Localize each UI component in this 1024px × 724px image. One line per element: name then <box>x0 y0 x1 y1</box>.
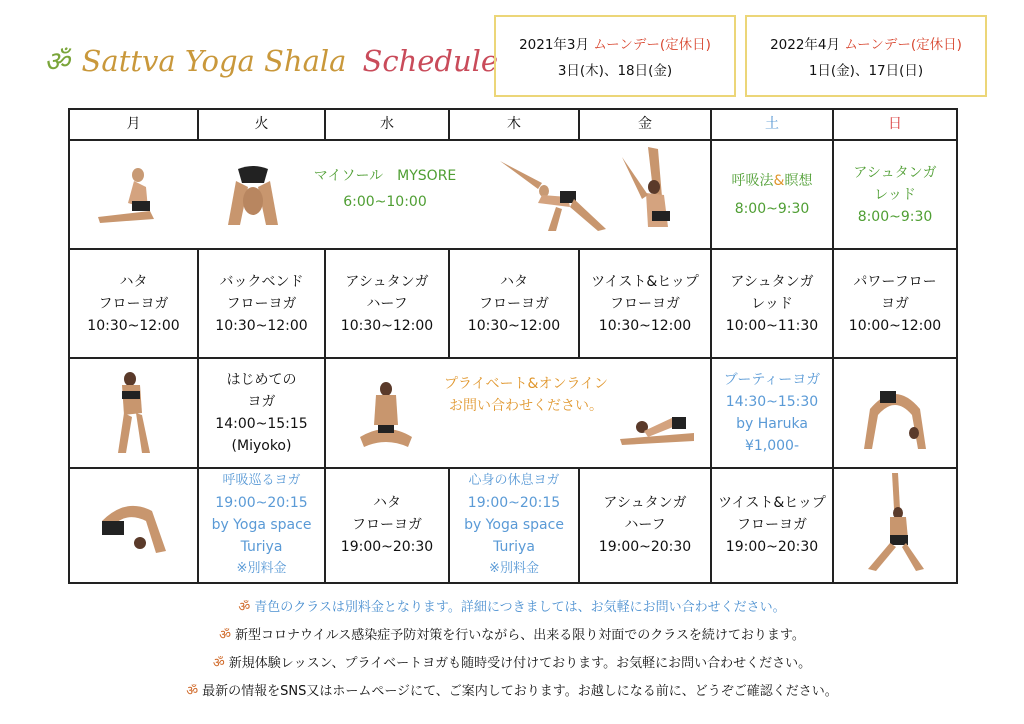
class-time: 10:30~12:00 <box>467 317 561 334</box>
class-title: ハーフ <box>624 517 666 534</box>
note-text: 青色のクラスは別料金となります。詳細につきましては、お気軽にお問い合わせください。 <box>254 600 786 615</box>
wed-evening-class <box>325 468 449 583</box>
schedule-row-afternoon <box>69 358 957 467</box>
thu-class <box>449 249 579 358</box>
class-title: レッド <box>751 295 793 312</box>
fri-evening-class <box>579 468 711 583</box>
class-title: アシュタンガ <box>345 273 429 290</box>
class-title: ヨガ <box>247 393 276 410</box>
yoga-pose-illustration <box>96 491 176 557</box>
class-title: マイソール MYSORE <box>313 167 457 184</box>
moon-day-label: ムーンデー(定休日) <box>844 37 962 53</box>
class-time: 14:00~15:15 <box>215 415 308 432</box>
class-title: ハタ <box>119 273 148 290</box>
page-header <box>44 36 498 86</box>
day-fri: 金 <box>579 109 711 140</box>
class-time: 10:00~11:30 <box>725 317 819 334</box>
day-mon: 月 <box>69 109 198 140</box>
private-online-info <box>416 373 636 417</box>
om-icon: ॐ <box>44 45 70 78</box>
class-title: 心身の休息ヨガ <box>468 473 560 489</box>
class-title: ハタ <box>373 495 401 512</box>
sun-pose-cell-evening <box>833 468 957 583</box>
class-title: フローヨガ <box>352 517 422 534</box>
class-price: ¥1,000- <box>744 437 800 454</box>
class-title: 呼吸巡るヨガ <box>222 473 301 489</box>
sun-ashtanga-red <box>833 140 957 249</box>
yoga-pose-illustration <box>104 369 164 455</box>
class-time: 19:00~20:15 <box>467 495 561 512</box>
private-online-cell <box>325 358 711 467</box>
mysore-class <box>300 165 470 213</box>
mon-pose-cell-evening <box>69 468 198 583</box>
class-fee-note: ※別料金 <box>236 561 287 577</box>
class-title <box>712 170 832 192</box>
yoga-pose-illustration <box>88 159 168 229</box>
yoga-pose-illustration <box>856 379 934 451</box>
moon-day-heading <box>519 33 711 53</box>
class-title: パワーフロー <box>853 273 937 290</box>
moon-day-dates: 1日(金)、17日(日) <box>808 63 924 79</box>
day-sat: 土 <box>711 109 833 140</box>
yoga-pose-illustration <box>862 473 932 573</box>
schedule-title: Schedule <box>362 44 499 78</box>
class-time: 8:00~9:30 <box>857 208 933 225</box>
class-time: 10:30~12:00 <box>215 317 308 334</box>
class-time: 19:00~20:30 <box>725 539 819 556</box>
weekly-schedule-table <box>68 108 958 584</box>
yoga-pose-illustration <box>618 403 698 447</box>
day-thu: 木 <box>449 109 579 140</box>
studio-name: Sattva Yoga Shala <box>81 44 347 78</box>
class-teacher: by Yoga space <box>464 517 564 534</box>
class-time: 19:00~20:30 <box>598 539 692 556</box>
moon-day-heading <box>770 33 962 53</box>
class-time: 10:30~12:00 <box>598 317 692 334</box>
moon-day-month: 2021年3月 <box>519 37 594 53</box>
note-text: 最新の情報をSNS又はホームページにて、ご案内しております。お越しになる前に、どうぞご確認ください。 <box>202 684 838 699</box>
class-title-part: 瞑想 <box>784 172 813 189</box>
om-icon: ॐ <box>212 656 225 671</box>
schedule-row-morning <box>69 140 957 249</box>
om-icon: ॐ <box>186 684 199 699</box>
tue-breath-yoga <box>198 468 325 583</box>
class-teacher: by Yoga space <box>211 517 312 534</box>
class-time: 10:00~12:00 <box>848 317 942 334</box>
mon-pose-cell <box>69 358 198 467</box>
tue-class <box>198 249 325 358</box>
class-title-part: & <box>773 172 785 189</box>
class-title: はじめての <box>226 371 297 388</box>
class-title: フローヨガ <box>737 517 807 534</box>
class-title: フローヨガ <box>98 295 169 312</box>
note-item <box>0 650 1024 678</box>
sun-class <box>833 249 957 358</box>
class-title: フローヨガ <box>610 295 680 312</box>
sat-breathing-meditation <box>711 140 833 249</box>
class-title: バックベンド <box>219 273 304 290</box>
class-title: ハーフ <box>366 295 408 312</box>
moon-day-month: 2022年4月 <box>770 37 845 53</box>
class-title: アシュタンガ <box>853 164 937 181</box>
weekday-header-row <box>69 109 957 140</box>
class-title: ツイスト&ヒップ <box>718 495 826 512</box>
schedule-row-evening <box>69 468 957 583</box>
tue-beginner-yoga <box>198 358 325 467</box>
mon-class <box>69 249 198 358</box>
day-wed: 水 <box>325 109 449 140</box>
sat-class <box>711 249 833 358</box>
day-sun: 日 <box>833 109 957 140</box>
om-icon: ॐ <box>219 628 232 643</box>
sat-evening-class <box>711 468 833 583</box>
class-title: ブーティーヨガ <box>723 371 821 388</box>
yoga-pose-illustration <box>618 147 688 239</box>
class-title: アシュタンガ <box>730 273 814 290</box>
class-time: 10:30~12:00 <box>340 317 434 334</box>
yoga-pose-illustration <box>356 377 416 453</box>
moon-day-label: ムーンデー(定休日) <box>593 37 711 53</box>
day-tue: 火 <box>198 109 325 140</box>
class-time: 19:00~20:15 <box>215 495 308 512</box>
class-time: 6:00~10:00 <box>343 193 427 210</box>
notes-section <box>0 594 1024 706</box>
class-teacher-name: Turiya <box>493 539 535 556</box>
note-text: 新規体験レッスン、プライベートヨガも随時受け付けております。お気軽にお問い合わせください。 <box>228 656 812 671</box>
sat-booty-yoga <box>711 358 833 467</box>
note-item <box>0 678 1024 706</box>
class-title: フローヨガ <box>226 295 297 312</box>
class-title: フローヨガ <box>479 295 549 312</box>
yoga-pose-illustration <box>498 155 608 235</box>
om-icon: ॐ <box>238 600 251 615</box>
class-title: ハタ <box>500 273 528 290</box>
class-time: 14:30~15:30 <box>725 393 819 410</box>
class-time: 10:30~12:00 <box>87 317 180 334</box>
thu-rest-yoga <box>449 468 579 583</box>
fri-class <box>579 249 711 358</box>
class-teacher-name: Turiya <box>240 539 283 556</box>
note-item <box>0 594 1024 622</box>
class-title: ツイスト&ヒップ <box>591 273 699 290</box>
moon-day-box-2021 <box>494 15 736 97</box>
class-teacher: by Haruka <box>736 415 808 432</box>
class-title-part: 呼吸法 <box>731 172 774 189</box>
schedule-row-late-morning <box>69 249 957 358</box>
sun-pose-cell <box>833 358 957 467</box>
class-fee-note: ※別料金 <box>489 561 539 577</box>
class-title: ヨガ <box>881 295 909 312</box>
note-text: 新型コロナウイルス感染症予防対策を行いながら、出来る限り対面でのクラスを続けております。 <box>235 628 805 643</box>
class-time: 19:00~20:30 <box>340 539 434 556</box>
yoga-pose-illustration <box>218 161 288 231</box>
class-title: レッド <box>874 186 916 203</box>
wed-class <box>325 249 449 358</box>
moon-day-dates: 3日(木)、18日(金) <box>557 63 673 79</box>
class-contact: お問い合わせください。 <box>449 398 603 415</box>
class-time: 8:00~9:30 <box>734 200 810 217</box>
mysore-cell <box>69 140 711 249</box>
class-title: アシュタンガ <box>603 495 687 512</box>
class-teacher: (Miyoko) <box>231 437 292 454</box>
note-item <box>0 622 1024 650</box>
class-title: プライベート&オンライン <box>443 376 609 393</box>
moon-day-box-2022 <box>745 15 987 97</box>
